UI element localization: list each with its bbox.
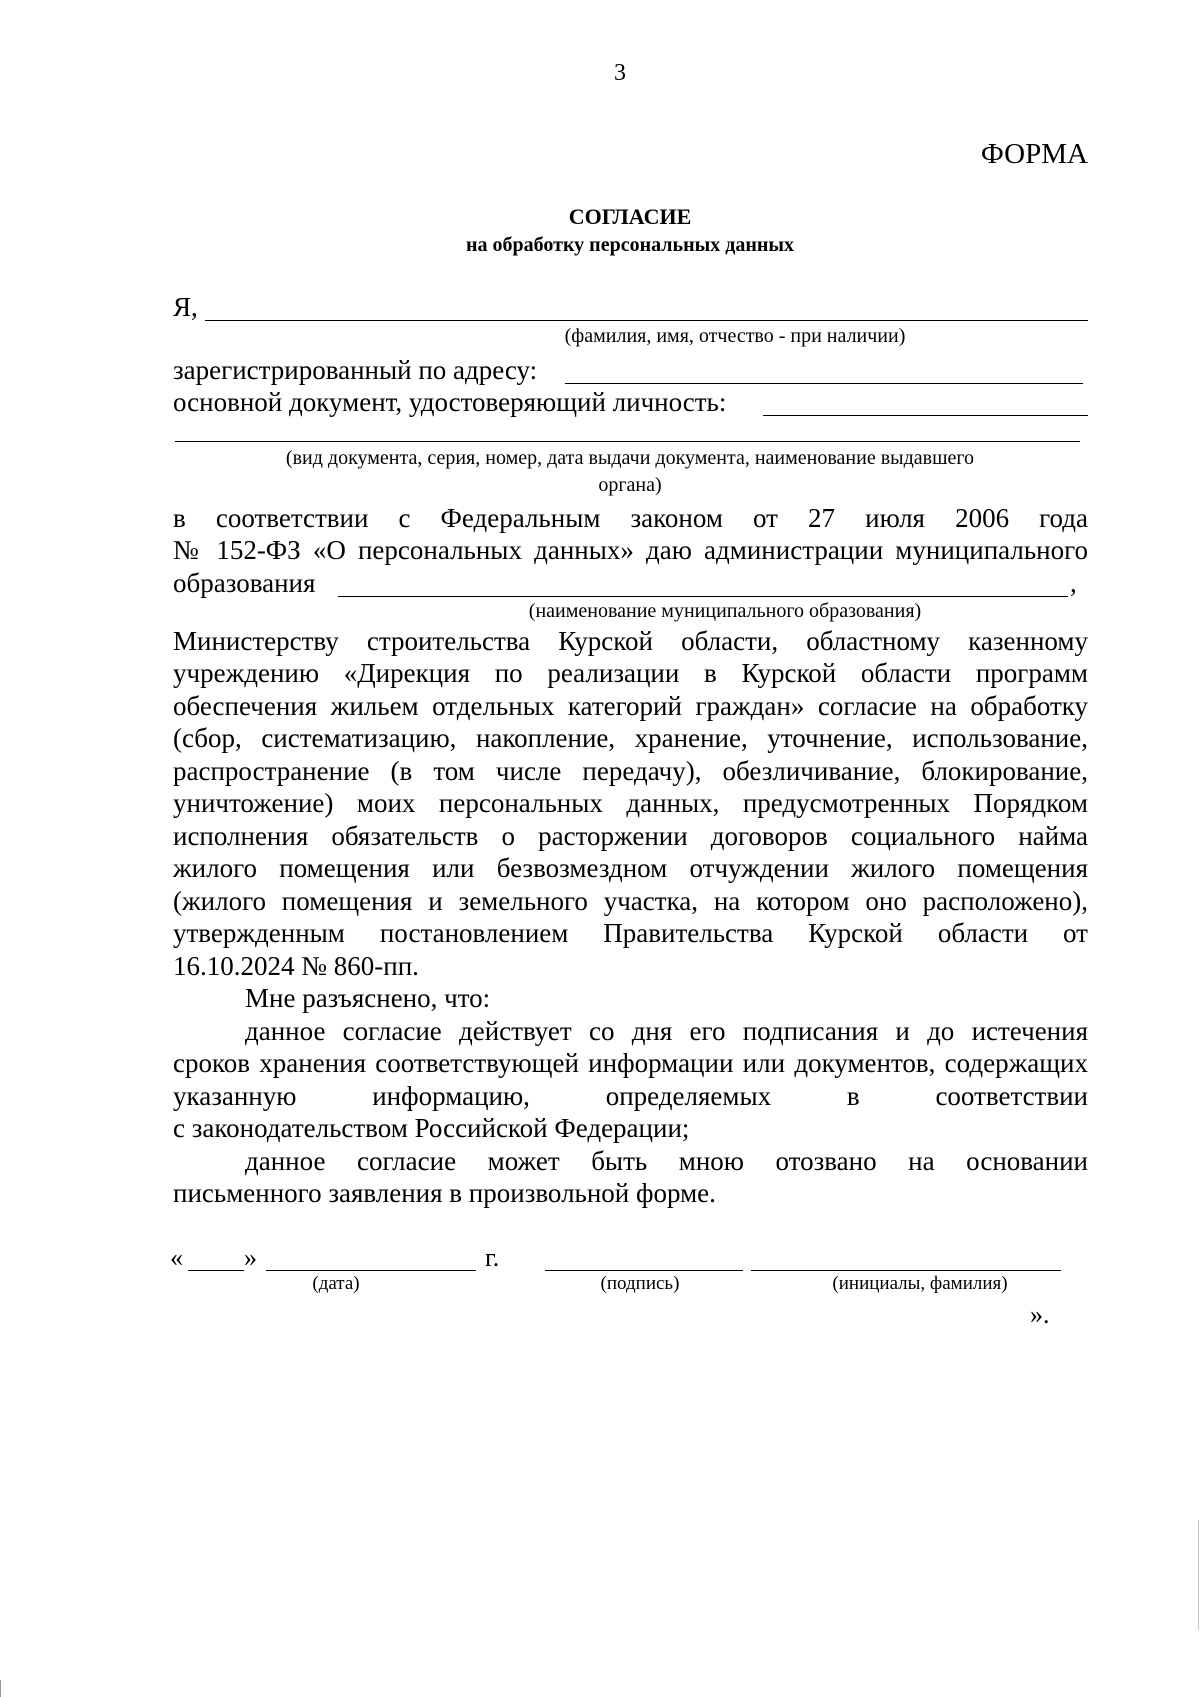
document-title: СОГЛАСИЕ	[568, 204, 692, 229]
day-input-line[interactable]	[188, 1270, 244, 1271]
body-text-line: 16.10.2024 № 860-пп.	[173, 951, 419, 981]
scan-edge-line	[0, 1680, 1, 1697]
body-text-line: жилого помещения или безвозмездном отчуждении жилого помещения	[173, 853, 1088, 883]
address-input-line[interactable]	[565, 383, 1083, 384]
signature-caption: (подпись)	[600, 1273, 680, 1294]
body-text-line: обеспечения жильем отдельных категорий граждан» согласие на обработку	[173, 691, 1088, 721]
body-text-line: (жилого помещения и земельного участка, на котором оно расположено),	[173, 886, 1088, 916]
document-subtitle: на обработку персональных данных	[466, 234, 794, 256]
body-text-line: утвержденным постановлением Правительства Курской области от	[173, 918, 1088, 948]
address-label: зарегистрированный по адресу:	[173, 355, 538, 385]
form-label: ФОРМА	[980, 138, 1088, 170]
document-caption-continued: органа)	[598, 474, 662, 496]
explained-heading: Мне разъяснено, что:	[245, 983, 491, 1013]
body-text-line: (сбор, систематизацию, накопление, хранение, уточнение, использование,	[173, 723, 1088, 753]
municipality-comma: ,	[1070, 568, 1077, 598]
body-text-line: учреждению «Дирекция по реализации в Курской области программ	[173, 658, 1088, 688]
body-text-line: в соответствии с Федеральным законом от 27 июля 2006 года	[173, 503, 1088, 533]
body-text-line: распространение (в том числе передачу), обезличивание, блокирование,	[173, 756, 1088, 786]
document-input-line[interactable]	[763, 415, 1088, 416]
body-text-line: указанную информацию, определяемых в соответствии	[173, 1081, 1088, 1111]
fio-input-line[interactable]	[205, 320, 1088, 321]
body-text-line: данное согласие может быть мною отозвано на основании	[245, 1146, 1088, 1176]
month-year-input-line[interactable]	[266, 1270, 476, 1271]
date-quote-open: «	[170, 1243, 183, 1272]
body-text-line: данное согласие действует со дня его подписания и до истечения	[245, 1016, 1088, 1046]
closing-quote: ».	[1030, 1300, 1050, 1329]
body-text-line: письменного заявления в произвольной форме.	[173, 1178, 716, 1208]
document-input-line-2[interactable]	[175, 441, 1080, 442]
municipality-input-line[interactable]	[338, 596, 1068, 597]
municipality-caption: (наименование муниципального образования)	[528, 600, 922, 622]
body-text-line: уничтожение) моих персональных данных, предусмотренных Порядком	[173, 788, 1088, 818]
date-quote-close: »	[244, 1243, 257, 1272]
document-label: основной документ, удостоверяющий личность:	[173, 387, 727, 417]
name-input-line[interactable]	[751, 1270, 1061, 1271]
municipality-label: образования	[173, 568, 316, 598]
body-text-line: № 152-ФЗ «О персональных данных» даю администрации муниципального	[173, 535, 1088, 565]
year-suffix: г.	[485, 1243, 500, 1272]
body-text-line: Министерству строительства Курской области, областному казенному	[173, 626, 1088, 656]
signature-input-line[interactable]	[545, 1270, 743, 1271]
fio-caption: (фамилия, имя, отчество - при наличии)	[564, 325, 906, 347]
page-number: 3	[614, 60, 626, 86]
body-text-line: исполнения обязательств о расторжении договоров социального найма	[173, 821, 1088, 851]
scan-edge-line	[1198, 1520, 1199, 1630]
date-caption: (дата)	[312, 1273, 360, 1294]
fio-label: Я,	[173, 292, 198, 322]
body-text-line: сроков хранения соответствующей информации или документов, содержащих	[173, 1048, 1088, 1078]
name-caption: (инициалы, фамилия)	[832, 1273, 1008, 1294]
document-caption: (вид документа, серия, номер, дата выдачи документа, наименование выдавшего	[285, 447, 975, 469]
body-text-line: с законодательством Российской Федерации;	[173, 1113, 690, 1143]
